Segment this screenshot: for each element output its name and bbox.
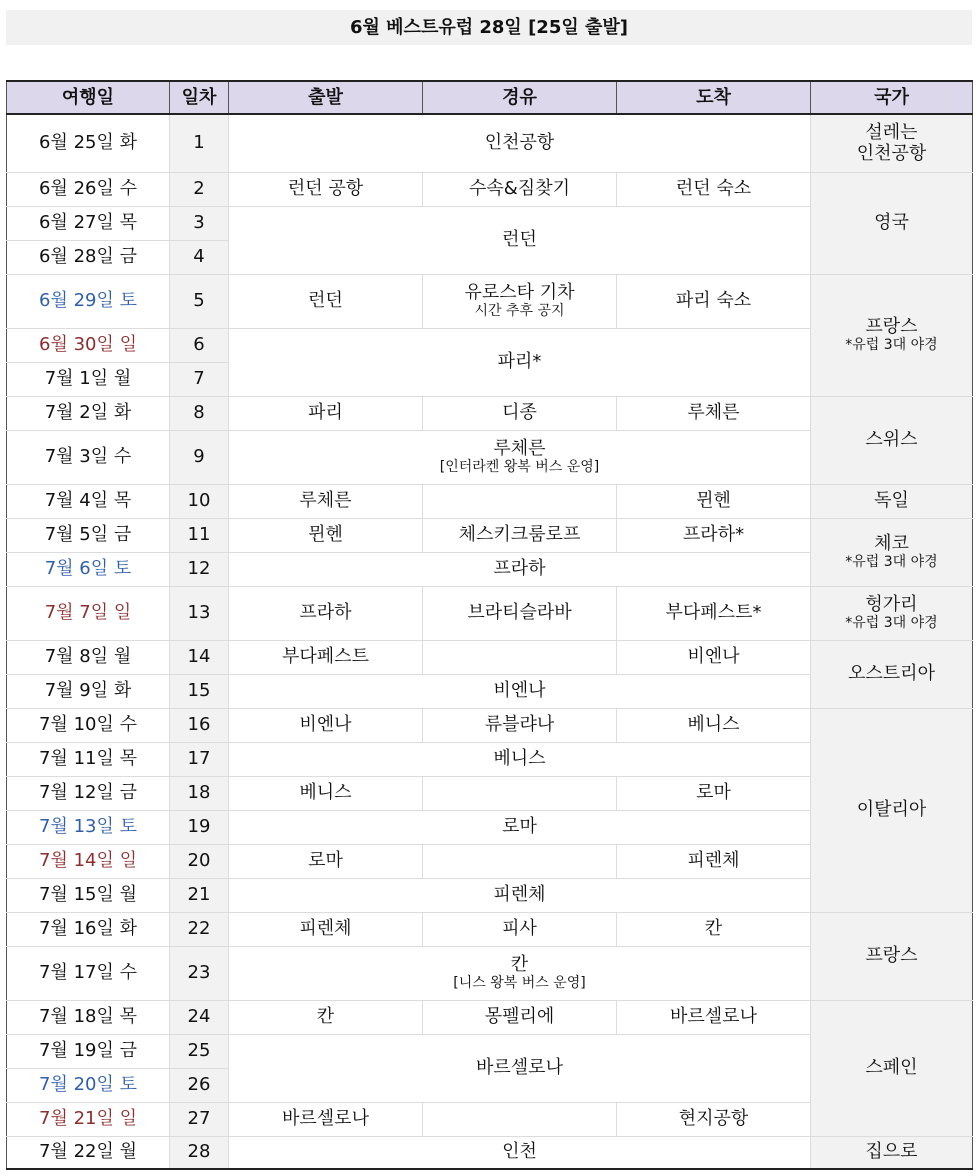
arrival-cell: 칸 [617,912,811,946]
stay-cell: 파리* [229,328,811,396]
day-cell: 9 [170,430,229,484]
country-note: *유럽 3대 야경 [845,337,938,354]
country-name: 체코 [874,532,909,554]
day-cell: 4 [170,240,229,274]
date-cell: 7월 14일 일 [7,844,170,878]
arrival-cell: 프라하* [617,518,811,552]
date-cell: 6월 28일 금 [7,240,170,274]
day-cell: 12 [170,552,229,586]
day-cell: 28 [170,1136,229,1169]
header-country: 국가 [811,81,973,114]
country-cell: 영국 [811,172,973,274]
arrival-cell: 부다페스트* [617,586,811,640]
via-cell [423,844,617,878]
via-cell [423,274,617,328]
via-cell: 디종 [423,396,617,430]
departure-cell: 뮌헨 [229,518,423,552]
stay-label: 루체른 [493,437,546,459]
departure-cell: 칸 [229,1000,423,1034]
via-cell: 피사 [423,912,617,946]
day-cell: 3 [170,206,229,240]
date-cell: 7월 20일 토 [7,1068,170,1102]
day-cell: 15 [170,674,229,708]
departure-cell: 프라하 [229,586,423,640]
date-cell: 7월 18일 목 [7,1000,170,1034]
day-cell: 21 [170,878,229,912]
stay-cell: 피렌체 [229,878,811,912]
departure-cell: 비엔나 [229,708,423,742]
country-line: 설레는 [865,121,918,143]
stay-cell: 프라하 [229,552,811,586]
via-sublabel: 시간 추후 공지 [474,303,565,320]
departure-cell: 로마 [229,844,423,878]
day-cell: 26 [170,1068,229,1102]
country-line: 인천공항 [856,143,927,165]
day-cell: 14 [170,640,229,674]
header-arrival: 도착 [617,81,811,114]
date-cell: 7월 6일 토 [7,552,170,586]
country-cell [811,586,973,640]
country-cell: 스위스 [811,396,973,484]
country-note: *유럽 3대 야경 [845,554,938,571]
country-cell: 프랑스 [811,912,973,1000]
day-cell: 11 [170,518,229,552]
country-cell: 독일 [811,484,973,518]
via-cell [423,1102,617,1136]
table-row [7,1136,973,1169]
date-cell: 7월 19일 금 [7,1034,170,1068]
date-cell: 7월 16일 화 [7,912,170,946]
date-cell: 7월 22일 월 [7,1136,170,1169]
country-cell: 이탈리아 [811,708,973,912]
country-name: 헝가리 [865,593,918,615]
country-cell: 스페인 [811,1000,973,1136]
day-cell: 22 [170,912,229,946]
table-row [7,396,973,430]
day-cell: 13 [170,586,229,640]
table-row [7,114,973,172]
date-cell: 7월 5일 금 [7,518,170,552]
date-cell: 7월 4일 목 [7,484,170,518]
stay-cell [229,946,811,1000]
stay-cell: 비엔나 [229,674,811,708]
via-label: 유로스타 기차 [464,281,575,303]
country-cell: 집으로 [811,1136,973,1169]
arrival-cell: 로마 [617,776,811,810]
day-cell: 10 [170,484,229,518]
stay-cell [229,430,811,484]
page-title: 6월 베스트유럽 28일 [25일 출발] [6,10,972,45]
table-row [7,484,973,518]
arrival-cell: 파리 숙소 [617,274,811,328]
day-cell: 16 [170,708,229,742]
day-cell: 5 [170,274,229,328]
day-cell: 19 [170,810,229,844]
country-cell [811,114,973,172]
table-row [7,912,973,946]
day-cell: 2 [170,172,229,206]
arrival-cell: 뮌헨 [617,484,811,518]
date-cell: 7월 13일 토 [7,810,170,844]
stay-cell: 인천공항 [229,114,811,172]
departure-cell: 파리 [229,396,423,430]
itinerary-table [6,80,973,1170]
via-cell [423,484,617,518]
via-cell: 체스키크룸로프 [423,518,617,552]
table-row [7,1000,973,1034]
arrival-cell: 비엔나 [617,640,811,674]
date-cell: 7월 9일 화 [7,674,170,708]
country-cell: 오스트리아 [811,640,973,708]
day-cell: 20 [170,844,229,878]
arrival-cell: 런던 숙소 [617,172,811,206]
arrival-cell: 베니스 [617,708,811,742]
day-cell: 7 [170,362,229,396]
day-cell: 25 [170,1034,229,1068]
stay-sublabel: [인터라켄 왕복 버스 운영] [439,459,600,476]
departure-cell: 바르셀로나 [229,1102,423,1136]
via-cell [423,640,617,674]
departure-cell: 부다페스트 [229,640,423,674]
departure-cell: 베니스 [229,776,423,810]
day-cell: 17 [170,742,229,776]
via-cell: 류블랴나 [423,708,617,742]
via-cell: 수속&짐찾기 [423,172,617,206]
date-cell: 6월 27일 목 [7,206,170,240]
header-departure: 출발 [229,81,423,114]
date-cell: 7월 17일 수 [7,946,170,1000]
day-cell: 24 [170,1000,229,1034]
day-cell: 6 [170,328,229,362]
country-name: 프랑스 [865,315,918,337]
stay-cell: 로마 [229,810,811,844]
date-cell: 7월 15일 월 [7,878,170,912]
date-cell: 7월 3일 수 [7,430,170,484]
header-via: 경유 [423,81,617,114]
arrival-cell: 바르셀로나 [617,1000,811,1034]
date-cell: 7월 2일 화 [7,396,170,430]
stay-cell: 베니스 [229,742,811,776]
date-cell: 6월 26일 수 [7,172,170,206]
table-row [7,708,973,742]
header-row [7,81,973,114]
date-cell: 7월 1일 월 [7,362,170,396]
table-row [7,640,973,674]
stay-label: 칸 [510,953,529,975]
day-cell: 18 [170,776,229,810]
stay-cell: 인천 [229,1136,811,1169]
stay-sublabel: [니스 왕복 버스 운영] [453,975,586,992]
date-cell: 6월 29일 토 [7,274,170,328]
arrival-cell: 현지공항 [617,1102,811,1136]
country-cell [811,274,973,396]
via-cell: 몽펠리에 [423,1000,617,1034]
country-note: *유럽 3대 야경 [845,615,938,632]
table-row [7,274,973,328]
date-cell: 7월 7일 일 [7,586,170,640]
table-row [7,172,973,206]
departure-cell: 루체른 [229,484,423,518]
day-cell: 27 [170,1102,229,1136]
table-row [7,586,973,640]
table-row [7,518,973,552]
departure-cell: 런던 공항 [229,172,423,206]
date-cell: 7월 10일 수 [7,708,170,742]
country-cell [811,518,973,586]
stay-cell: 런던 [229,206,811,274]
day-cell: 23 [170,946,229,1000]
date-cell: 7월 21일 일 [7,1102,170,1136]
day-cell: 1 [170,114,229,172]
date-cell: 6월 30일 일 [7,328,170,362]
header-day: 일차 [170,81,229,114]
date-cell: 7월 8일 월 [7,640,170,674]
via-cell [423,776,617,810]
stay-cell: 바르셀로나 [229,1034,811,1102]
arrival-cell: 피렌체 [617,844,811,878]
day-cell: 8 [170,396,229,430]
departure-cell: 피렌체 [229,912,423,946]
arrival-cell: 루체른 [617,396,811,430]
via-cell: 브라티슬라바 [423,586,617,640]
date-cell: 6월 25일 화 [7,114,170,172]
header-date: 여행일 [7,81,170,114]
departure-cell: 런던 [229,274,423,328]
date-cell: 7월 11일 목 [7,742,170,776]
date-cell: 7월 12일 금 [7,776,170,810]
